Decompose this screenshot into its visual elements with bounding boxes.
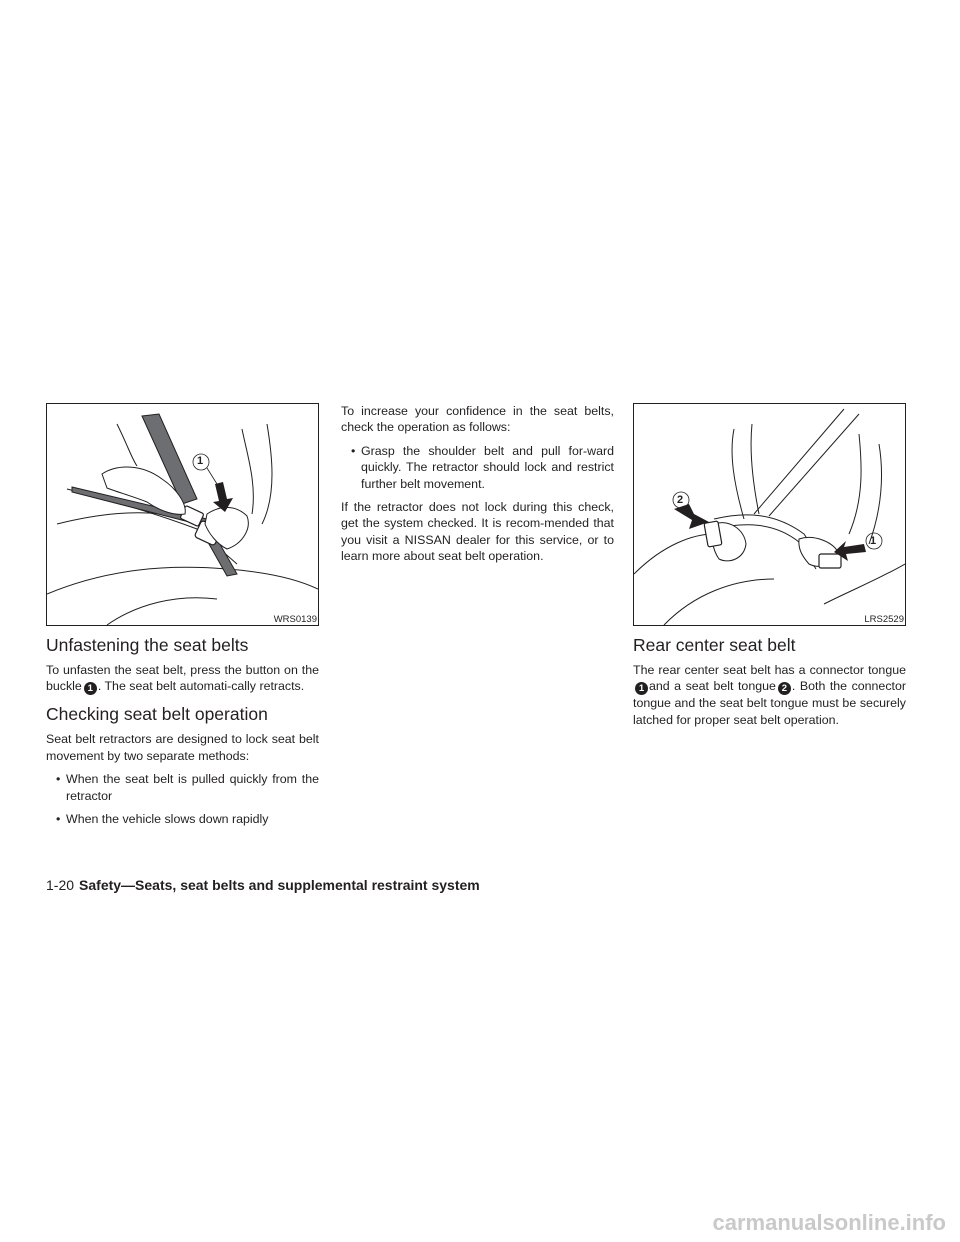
right-column — [633, 403, 906, 735]
heading-rear-center: Rear center seat belt — [633, 635, 796, 655]
page-footer — [46, 876, 480, 894]
page-number: 1-20 — [46, 877, 75, 893]
heading-checking-operation: Checking seat belt operation — [46, 704, 268, 725]
heading-unfastening: Unfastening the seat belts — [46, 635, 249, 655]
list-item: • When the seat belt is pulled quickly from the retractor — [56, 772, 319, 803]
check-steps-list — [341, 443, 614, 492]
paragraph-retractor-check: If the retractor does not lock during this check, get the system checked. It is recom-mended that you visit a NISSAN dealer for this service, or to learn more about seat belt operation. — [341, 500, 614, 564]
left-column — [46, 403, 319, 834]
callout-2-icon: 2 — [778, 682, 791, 695]
paragraph-rear-center: The rear center seat belt has a connector tongue1 and a seat belt tongue 2 . Both the connector tongue and the seat belt tongue must be securely latched for proper seat belt operation. — [633, 663, 906, 727]
bullet-icon: • — [351, 443, 356, 458]
callout-1-icon: 1 — [84, 682, 97, 695]
middle-column — [341, 403, 614, 572]
bullet-icon: • — [56, 772, 61, 787]
figure-callout-1: 1 — [870, 535, 877, 547]
figure-code: WRS0139 — [273, 614, 317, 625]
seat-belt-buckle-illustration — [47, 404, 318, 625]
list-item: • Grasp the shoulder belt and pull for-ward quickly. The retractor should lock and restrict further belt movement. — [351, 443, 614, 491]
paragraph-retractors: Seat belt retractors are designed to lock seat belt movement by two separate methods: — [46, 732, 319, 763]
figure-code: LRS2529 — [864, 614, 904, 625]
bullet-icon: • — [56, 812, 61, 827]
rear-center-belt-illustration — [634, 404, 905, 625]
callout-1-icon: 1 — [635, 682, 648, 695]
methods-list — [46, 771, 319, 827]
section-title: Safety—Seats, seat belts and supplemental restraint system — [79, 877, 480, 893]
watermark: carmanualsonline.info — [712, 1210, 946, 1235]
figure-callout-2: 2 — [677, 494, 684, 506]
figure-unfastening-seat-belt — [46, 403, 319, 626]
figure-callout-1: 1 — [197, 455, 204, 467]
figure-rear-center-seat-belt — [633, 403, 906, 626]
paragraph-unfastening: To unfasten the seat belt, press the button on the buckle 1 . The seat belt automati-cally retracts. — [46, 663, 319, 695]
list-item: • When the vehicle slows down rapidly — [56, 812, 269, 827]
paragraph-confidence: To increase your confidence in the seat belts, check the operation as follows: — [341, 404, 614, 435]
